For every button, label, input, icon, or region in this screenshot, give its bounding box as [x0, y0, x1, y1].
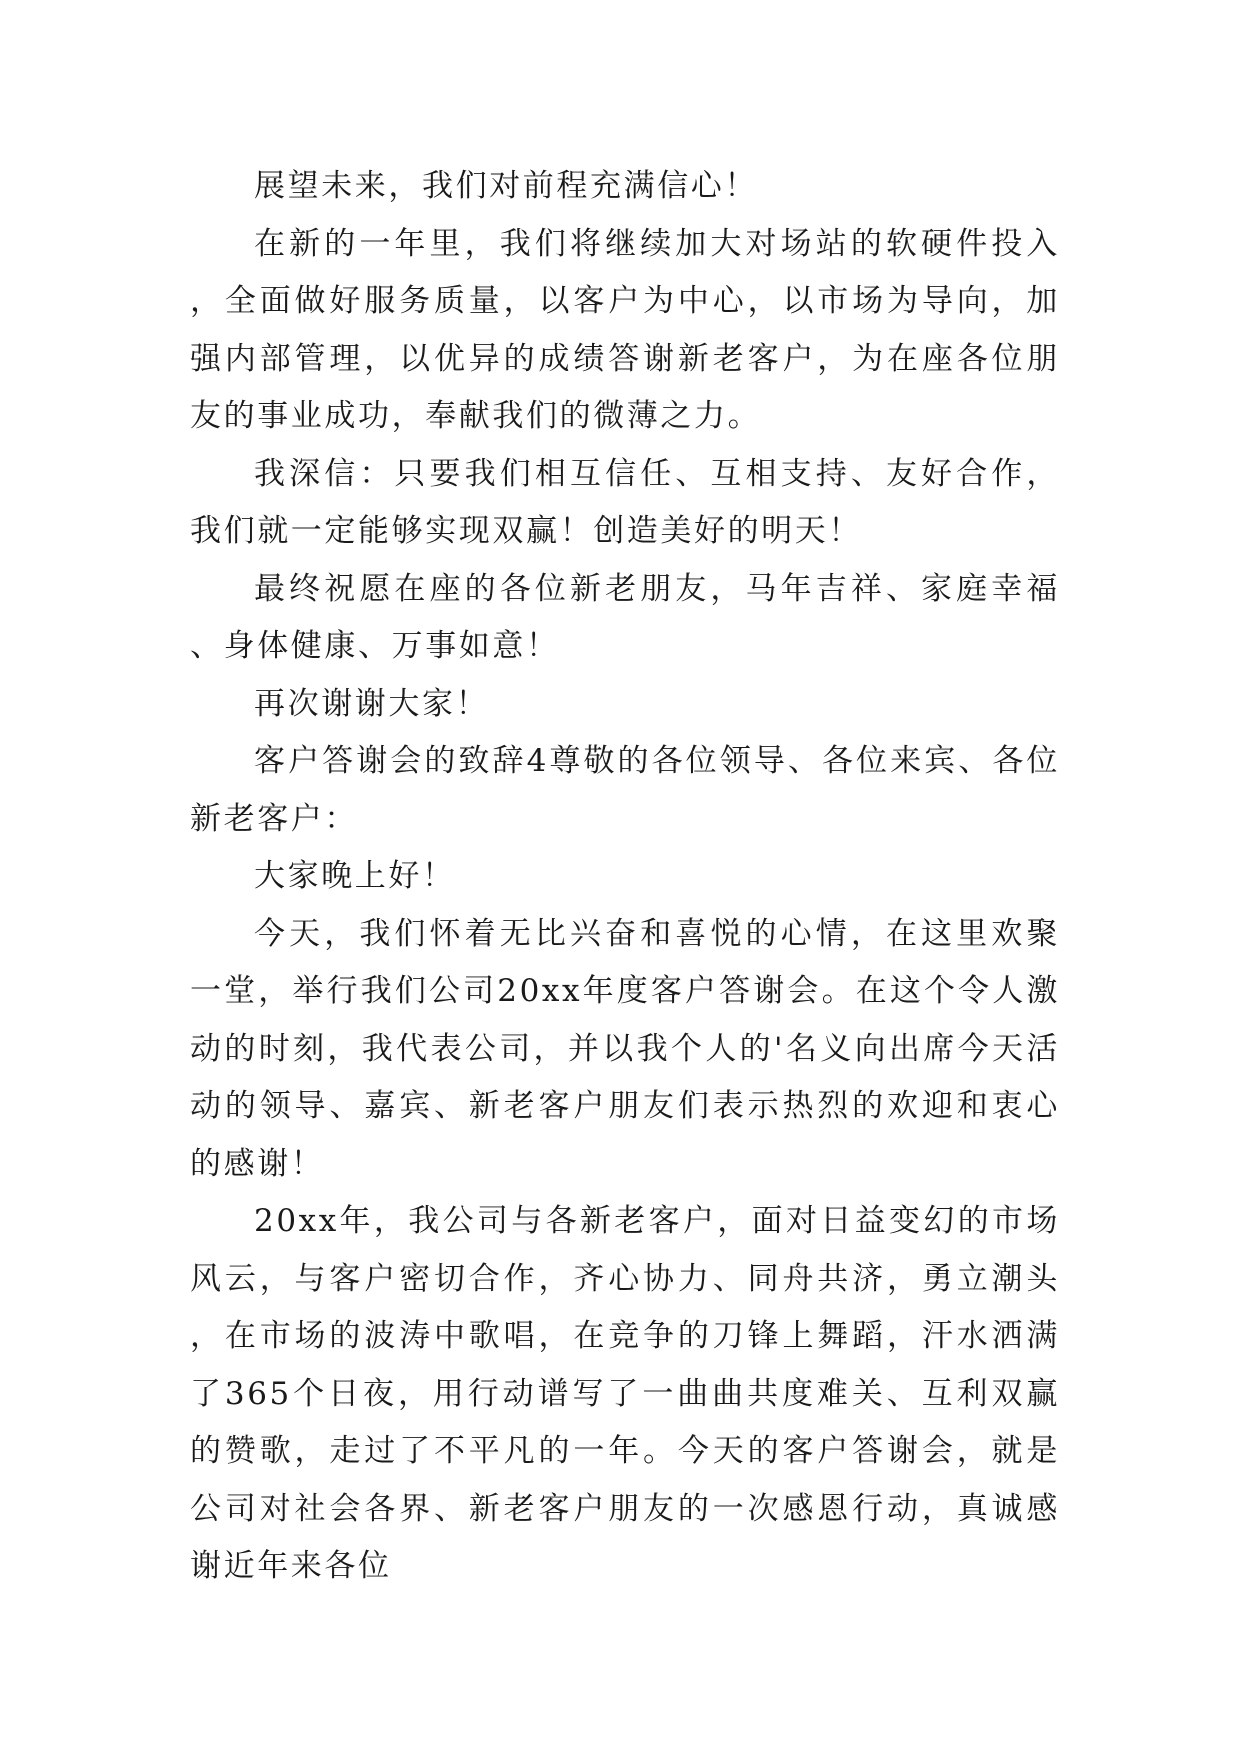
paragraph: 在新的一年里，我们将继续加大对场站的软硬件投入，全面做好服务质量，以客户为中心，以市场为导向，加强内部管理，以优异的成绩答谢新老客户，为在座各位朋友的事业成功，奉献我们的微薄之力。 [190, 225, 1060, 434]
paragraph: 展望未来，我们对前程充满信心！ [254, 168, 758, 204]
paragraph: 我深信：只要我们相互信任、互相支持、友好合作，我们就一定能够实现双赢！创造美好的明天！ [190, 455, 1060, 549]
document-body [190, 158, 1060, 1596]
paragraph: 客户答谢会的致辞4尊敬的各位领导、各位来宾、各位新老客户： [190, 743, 1060, 837]
paragraph: 最终祝愿在座的各位新老朋友，马年吉祥、家庭幸福、身体健康、万事如意！ [190, 570, 1060, 664]
paragraph: 大家晚上好！ [254, 858, 456, 894]
paragraph: 再次谢谢大家！ [254, 685, 490, 722]
paragraph: 今天，我们怀着无比兴奋和喜悦的心情，在这里欢聚一堂，举行我们公司20xx年度客户答谢会。在这个令人激动的时刻，我代表公司，并以我个人的'名义向出席今天活动的领导、嘉宾、新老客户朋友们表示热烈的欢迎和衷心的感谢！ [190, 915, 1061, 1182]
paragraph: 20xx年，我公司与各新老客户，面对日益变幻的市场风云，与客户密切合作，齐心协力、同舟共济，勇立潮头，在市场的波涛中歌唱，在竞争的刀锋上舞蹈，汗水洒满了365个日夜，用行动谱写了一曲曲共度难关、互利双赢的赞歌，走过了不平凡的一年。今天的客户答谢会，就是公司对社会各界、新老客户朋友的一次感恩行动，真诚感谢近年来各位 [190, 1203, 1060, 1584]
